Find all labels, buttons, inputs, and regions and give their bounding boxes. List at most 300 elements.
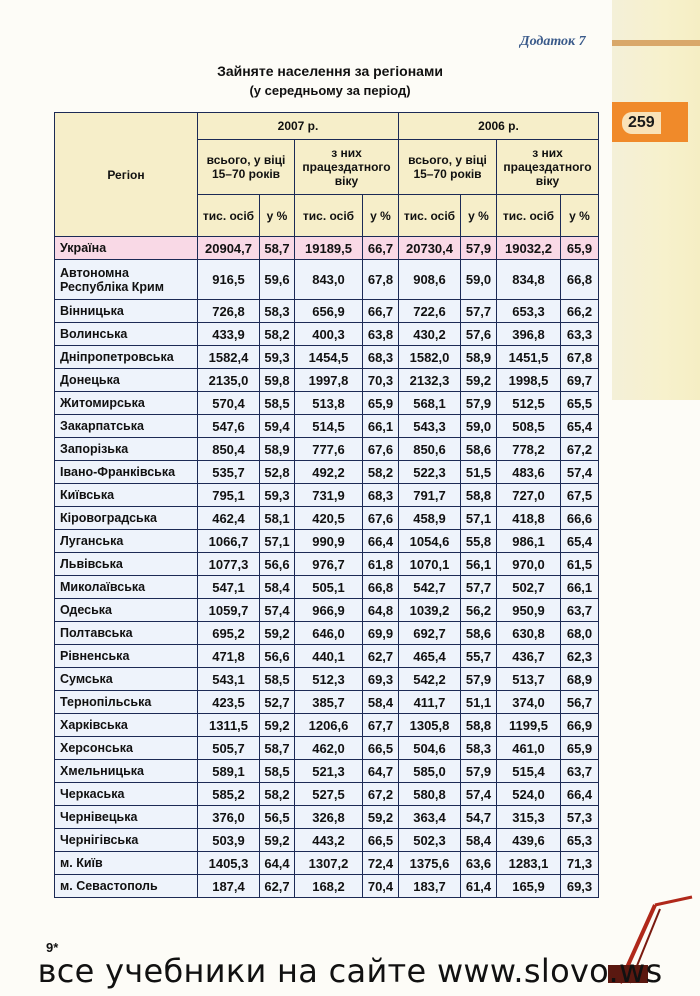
value-cell: 58,2 bbox=[260, 323, 295, 346]
value-cell: 795,1 bbox=[198, 484, 260, 507]
value-cell: 187,4 bbox=[198, 875, 260, 898]
value-cell: 521,3 bbox=[295, 760, 363, 783]
value-cell: 527,5 bbox=[295, 783, 363, 806]
region-name: Київська bbox=[55, 484, 198, 507]
value-cell: 69,7 bbox=[561, 369, 599, 392]
region-name: Дніпропетровська bbox=[55, 346, 198, 369]
value-cell: 524,0 bbox=[497, 783, 561, 806]
value-cell: 1206,6 bbox=[295, 714, 363, 737]
value-cell: 63,8 bbox=[363, 323, 399, 346]
value-cell: 55,7 bbox=[461, 645, 497, 668]
value-cell: 1454,5 bbox=[295, 346, 363, 369]
value-cell: 66,9 bbox=[561, 714, 599, 737]
value-cell: 59,2 bbox=[363, 806, 399, 829]
site-watermark: все учебники на сайте www.slovo.ws bbox=[37, 952, 663, 990]
region-name: Луганська bbox=[55, 530, 198, 553]
value-cell: 326,8 bbox=[295, 806, 363, 829]
value-cell: 385,7 bbox=[295, 691, 363, 714]
region-name: Рівненська bbox=[55, 645, 198, 668]
value-cell: 66,1 bbox=[561, 576, 599, 599]
total-2006-header: всього, у віці 15–70 років bbox=[399, 140, 497, 195]
value-cell: 67,6 bbox=[363, 507, 399, 530]
value-cell: 52,7 bbox=[260, 691, 295, 714]
table-row bbox=[55, 599, 599, 622]
value-cell: 66,5 bbox=[363, 737, 399, 760]
value-cell: 1054,6 bbox=[399, 530, 461, 553]
value-cell: 502,7 bbox=[497, 576, 561, 599]
region-name: Кіровоградська bbox=[55, 507, 198, 530]
value-cell: 505,7 bbox=[198, 737, 260, 760]
region-name: Черкаська bbox=[55, 783, 198, 806]
value-cell: 692,7 bbox=[399, 622, 461, 645]
region-name: Чернігівська bbox=[55, 829, 198, 852]
value-cell: 69,9 bbox=[363, 622, 399, 645]
value-cell: 20730,4 bbox=[399, 237, 461, 260]
value-cell: 1582,4 bbox=[198, 346, 260, 369]
value-cell: 1066,7 bbox=[198, 530, 260, 553]
value-cell: 19032,2 bbox=[497, 237, 561, 260]
value-cell: 20904,7 bbox=[198, 237, 260, 260]
value-cell: 791,7 bbox=[399, 484, 461, 507]
value-cell: 57,6 bbox=[461, 323, 497, 346]
value-cell: 461,0 bbox=[497, 737, 561, 760]
value-cell: 51,5 bbox=[461, 461, 497, 484]
side-decoration bbox=[612, 0, 700, 400]
value-cell: 65,3 bbox=[561, 829, 599, 852]
value-cell: 363,4 bbox=[399, 806, 461, 829]
value-cell: 59,6 bbox=[260, 260, 295, 300]
region-name: Чернівецька bbox=[55, 806, 198, 829]
region-name: Львівська bbox=[55, 553, 198, 576]
value-cell: 54,7 bbox=[461, 806, 497, 829]
working-2006-header: з них працездатного віку bbox=[497, 140, 599, 195]
value-cell: 64,7 bbox=[363, 760, 399, 783]
value-cell: 64,4 bbox=[260, 852, 295, 875]
value-cell: 850,4 bbox=[198, 438, 260, 461]
value-cell: 57,9 bbox=[461, 668, 497, 691]
value-cell: 61,5 bbox=[561, 553, 599, 576]
value-cell: 63,7 bbox=[561, 760, 599, 783]
value-cell: 183,7 bbox=[399, 875, 461, 898]
value-cell: 1039,2 bbox=[399, 599, 461, 622]
value-cell: 513,8 bbox=[295, 392, 363, 415]
table-row bbox=[55, 783, 599, 806]
value-cell: 376,0 bbox=[198, 806, 260, 829]
value-cell: 58,9 bbox=[461, 346, 497, 369]
value-cell: 71,3 bbox=[561, 852, 599, 875]
unit-percent: у % bbox=[561, 195, 599, 237]
value-cell: 1997,8 bbox=[295, 369, 363, 392]
value-cell: 58,2 bbox=[363, 461, 399, 484]
value-cell: 2135,0 bbox=[198, 369, 260, 392]
value-cell: 59,2 bbox=[260, 714, 295, 737]
value-cell: 1998,5 bbox=[497, 369, 561, 392]
value-cell: 65,5 bbox=[561, 392, 599, 415]
region-name: Донецька bbox=[55, 369, 198, 392]
region-name: м. Севастополь bbox=[55, 875, 198, 898]
value-cell: 62,3 bbox=[561, 645, 599, 668]
value-cell: 970,0 bbox=[497, 553, 561, 576]
value-cell: 69,3 bbox=[561, 875, 599, 898]
value-cell: 67,2 bbox=[363, 783, 399, 806]
value-cell: 63,3 bbox=[561, 323, 599, 346]
region-name: Хмельницька bbox=[55, 760, 198, 783]
value-cell: 65,4 bbox=[561, 530, 599, 553]
value-cell: 56,6 bbox=[260, 553, 295, 576]
value-cell: 777,6 bbox=[295, 438, 363, 461]
value-cell: 492,2 bbox=[295, 461, 363, 484]
value-cell: 59,4 bbox=[260, 415, 295, 438]
region-name: м. Київ bbox=[55, 852, 198, 875]
value-cell: 418,8 bbox=[497, 507, 561, 530]
value-cell: 57,9 bbox=[461, 760, 497, 783]
value-cell: 315,3 bbox=[497, 806, 561, 829]
value-cell: 570,4 bbox=[198, 392, 260, 415]
unit-percent: у % bbox=[363, 195, 399, 237]
value-cell: 843,0 bbox=[295, 260, 363, 300]
value-cell: 62,7 bbox=[260, 875, 295, 898]
total-2007-header: всього, у віці 15–70 років bbox=[198, 140, 295, 195]
table-row bbox=[55, 438, 599, 461]
value-cell: 589,1 bbox=[198, 760, 260, 783]
value-cell: 1582,0 bbox=[399, 346, 461, 369]
value-cell: 462,0 bbox=[295, 737, 363, 760]
value-cell: 505,1 bbox=[295, 576, 363, 599]
value-cell: 646,0 bbox=[295, 622, 363, 645]
value-cell: 585,0 bbox=[399, 760, 461, 783]
unit-thousand: тис. осіб bbox=[198, 195, 260, 237]
table-row bbox=[55, 507, 599, 530]
appendix-label: Додаток 7 bbox=[520, 34, 586, 49]
table-row bbox=[55, 668, 599, 691]
region-name: Запорізька bbox=[55, 438, 198, 461]
table-subtitle: (у середньому за період) bbox=[249, 83, 411, 98]
value-cell: 57,3 bbox=[561, 806, 599, 829]
value-cell: 66,5 bbox=[363, 829, 399, 852]
value-cell: 66,6 bbox=[561, 507, 599, 530]
value-cell: 465,4 bbox=[399, 645, 461, 668]
value-cell: 58,1 bbox=[260, 507, 295, 530]
region-name: Житомирська bbox=[55, 392, 198, 415]
value-cell: 66,4 bbox=[561, 783, 599, 806]
value-cell: 503,9 bbox=[198, 829, 260, 852]
value-cell: 458,9 bbox=[399, 507, 461, 530]
value-cell: 514,5 bbox=[295, 415, 363, 438]
value-cell: 535,7 bbox=[198, 461, 260, 484]
value-cell: 443,2 bbox=[295, 829, 363, 852]
page-number: 259 bbox=[622, 112, 661, 134]
value-cell: 58,5 bbox=[260, 392, 295, 415]
table-row bbox=[55, 760, 599, 783]
value-cell: 65,4 bbox=[561, 415, 599, 438]
value-cell: 2132,3 bbox=[399, 369, 461, 392]
region-name: Волинська bbox=[55, 323, 198, 346]
unit-percent: у % bbox=[260, 195, 295, 237]
value-cell: 722,6 bbox=[399, 300, 461, 323]
table-row bbox=[55, 461, 599, 484]
value-cell: 653,3 bbox=[497, 300, 561, 323]
region-name: Закарпатська bbox=[55, 415, 198, 438]
value-cell: 57,4 bbox=[561, 461, 599, 484]
value-cell: 58,8 bbox=[461, 484, 497, 507]
value-cell: 168,2 bbox=[295, 875, 363, 898]
value-cell: 59,0 bbox=[461, 260, 497, 300]
value-cell: 778,2 bbox=[497, 438, 561, 461]
value-cell: 58,9 bbox=[260, 438, 295, 461]
value-cell: 1307,2 bbox=[295, 852, 363, 875]
value-cell: 726,8 bbox=[198, 300, 260, 323]
value-cell: 57,4 bbox=[461, 783, 497, 806]
value-cell: 57,1 bbox=[260, 530, 295, 553]
value-cell: 1305,8 bbox=[399, 714, 461, 737]
table-row bbox=[55, 691, 599, 714]
value-cell: 580,8 bbox=[399, 783, 461, 806]
value-cell: 66,2 bbox=[561, 300, 599, 323]
working-2007-header: з них працездатного віку bbox=[295, 140, 399, 195]
value-cell: 433,9 bbox=[198, 323, 260, 346]
value-cell: 57,4 bbox=[260, 599, 295, 622]
table-row bbox=[55, 553, 599, 576]
value-cell: 512,3 bbox=[295, 668, 363, 691]
value-cell: 727,0 bbox=[497, 484, 561, 507]
value-cell: 55,8 bbox=[461, 530, 497, 553]
value-cell: 51,1 bbox=[461, 691, 497, 714]
value-cell: 423,5 bbox=[198, 691, 260, 714]
value-cell: 58,3 bbox=[260, 300, 295, 323]
value-cell: 439,6 bbox=[497, 829, 561, 852]
value-cell: 59,3 bbox=[260, 346, 295, 369]
value-cell: 916,5 bbox=[198, 260, 260, 300]
value-cell: 1059,7 bbox=[198, 599, 260, 622]
value-cell: 52,8 bbox=[260, 461, 295, 484]
value-cell: 834,8 bbox=[497, 260, 561, 300]
value-cell: 1070,1 bbox=[399, 553, 461, 576]
value-cell: 56,7 bbox=[561, 691, 599, 714]
value-cell: 63,7 bbox=[561, 599, 599, 622]
table-row bbox=[55, 346, 599, 369]
table-title: Зайняте населення за регіонами bbox=[217, 63, 443, 79]
value-cell: 72,4 bbox=[363, 852, 399, 875]
table-row bbox=[55, 622, 599, 645]
table-row bbox=[55, 714, 599, 737]
value-cell: 908,6 bbox=[399, 260, 461, 300]
value-cell: 67,6 bbox=[363, 438, 399, 461]
region-name: Вінницька bbox=[55, 300, 198, 323]
value-cell: 66,7 bbox=[363, 237, 399, 260]
table-row bbox=[55, 852, 599, 875]
value-cell: 67,5 bbox=[561, 484, 599, 507]
total-row bbox=[55, 237, 599, 260]
value-cell: 656,9 bbox=[295, 300, 363, 323]
value-cell: 57,7 bbox=[461, 300, 497, 323]
value-cell: 68,0 bbox=[561, 622, 599, 645]
table-row bbox=[55, 645, 599, 668]
value-cell: 59,0 bbox=[461, 415, 497, 438]
value-cell: 585,2 bbox=[198, 783, 260, 806]
region-name: Одеська bbox=[55, 599, 198, 622]
value-cell: 68,3 bbox=[363, 484, 399, 507]
value-cell: 420,5 bbox=[295, 507, 363, 530]
value-cell: 68,3 bbox=[363, 346, 399, 369]
value-cell: 61,4 bbox=[461, 875, 497, 898]
table-row bbox=[55, 829, 599, 852]
value-cell: 430,2 bbox=[399, 323, 461, 346]
value-cell: 65,9 bbox=[561, 737, 599, 760]
value-cell: 66,4 bbox=[363, 530, 399, 553]
value-cell: 59,3 bbox=[260, 484, 295, 507]
year-2006-header: 2006 р. bbox=[399, 113, 599, 140]
value-cell: 58,3 bbox=[461, 737, 497, 760]
value-cell: 374,0 bbox=[497, 691, 561, 714]
value-cell: 547,1 bbox=[198, 576, 260, 599]
value-cell: 56,5 bbox=[260, 806, 295, 829]
table-row bbox=[55, 415, 599, 438]
value-cell: 515,4 bbox=[497, 760, 561, 783]
region-name: Тернопільська bbox=[55, 691, 198, 714]
value-cell: 62,7 bbox=[363, 645, 399, 668]
value-cell: 57,9 bbox=[461, 237, 497, 260]
value-cell: 504,6 bbox=[399, 737, 461, 760]
value-cell: 66,8 bbox=[561, 260, 599, 300]
value-cell: 508,5 bbox=[497, 415, 561, 438]
value-cell: 396,8 bbox=[497, 323, 561, 346]
value-cell: 1451,5 bbox=[497, 346, 561, 369]
value-cell: 483,6 bbox=[497, 461, 561, 484]
value-cell: 19189,5 bbox=[295, 237, 363, 260]
value-cell: 976,7 bbox=[295, 553, 363, 576]
region-name: Автономна Республіка Крим bbox=[55, 260, 198, 300]
value-cell: 58,4 bbox=[363, 691, 399, 714]
value-cell: 66,8 bbox=[363, 576, 399, 599]
table-row bbox=[55, 576, 599, 599]
value-cell: 990,9 bbox=[295, 530, 363, 553]
value-cell: 547,6 bbox=[198, 415, 260, 438]
value-cell: 66,7 bbox=[363, 300, 399, 323]
value-cell: 56,1 bbox=[461, 553, 497, 576]
region-name: Сумська bbox=[55, 668, 198, 691]
value-cell: 1283,1 bbox=[497, 852, 561, 875]
value-cell: 66,1 bbox=[363, 415, 399, 438]
region-header: Регіон bbox=[55, 113, 198, 237]
value-cell: 568,1 bbox=[399, 392, 461, 415]
table-row bbox=[55, 484, 599, 507]
value-cell: 731,9 bbox=[295, 484, 363, 507]
side-line bbox=[612, 40, 700, 46]
table-row bbox=[55, 737, 599, 760]
value-cell: 58,5 bbox=[260, 668, 295, 691]
value-cell: 58,7 bbox=[260, 737, 295, 760]
table-row bbox=[55, 300, 599, 323]
value-cell: 59,8 bbox=[260, 369, 295, 392]
value-cell: 522,3 bbox=[399, 461, 461, 484]
value-cell: 65,9 bbox=[363, 392, 399, 415]
value-cell: 68,9 bbox=[561, 668, 599, 691]
population-table bbox=[54, 112, 599, 898]
value-cell: 58,6 bbox=[461, 622, 497, 645]
value-cell: 966,9 bbox=[295, 599, 363, 622]
value-cell: 1375,6 bbox=[399, 852, 461, 875]
value-cell: 61,8 bbox=[363, 553, 399, 576]
value-cell: 542,7 bbox=[399, 576, 461, 599]
table-row bbox=[55, 875, 599, 898]
unit-percent: у % bbox=[461, 195, 497, 237]
region-name: Івано-Франківська bbox=[55, 461, 198, 484]
value-cell: 59,2 bbox=[260, 829, 295, 852]
value-cell: 56,2 bbox=[461, 599, 497, 622]
unit-thousand: тис. осіб bbox=[399, 195, 461, 237]
value-cell: 57,7 bbox=[461, 576, 497, 599]
value-cell: 63,6 bbox=[461, 852, 497, 875]
region-name: Україна bbox=[55, 237, 198, 260]
value-cell: 70,3 bbox=[363, 369, 399, 392]
value-cell: 58,4 bbox=[461, 829, 497, 852]
region-name: Полтавська bbox=[55, 622, 198, 645]
value-cell: 1077,3 bbox=[198, 553, 260, 576]
value-cell: 542,2 bbox=[399, 668, 461, 691]
region-name: Херсонська bbox=[55, 737, 198, 760]
value-cell: 64,8 bbox=[363, 599, 399, 622]
value-cell: 58,2 bbox=[260, 783, 295, 806]
table-row bbox=[55, 392, 599, 415]
footer-mark: 9* bbox=[46, 940, 59, 955]
value-cell: 58,5 bbox=[260, 760, 295, 783]
value-cell: 1405,3 bbox=[198, 852, 260, 875]
value-cell: 512,5 bbox=[497, 392, 561, 415]
value-cell: 165,9 bbox=[497, 875, 561, 898]
value-cell: 513,7 bbox=[497, 668, 561, 691]
value-cell: 58,6 bbox=[461, 438, 497, 461]
value-cell: 58,4 bbox=[260, 576, 295, 599]
table-row bbox=[55, 369, 599, 392]
value-cell: 67,8 bbox=[561, 346, 599, 369]
value-cell: 630,8 bbox=[497, 622, 561, 645]
page-number-tab bbox=[612, 102, 688, 142]
value-cell: 411,7 bbox=[399, 691, 461, 714]
value-cell: 67,8 bbox=[363, 260, 399, 300]
year-2007-header: 2007 р. bbox=[198, 113, 399, 140]
table-body bbox=[55, 237, 599, 898]
region-name: Харківська bbox=[55, 714, 198, 737]
value-cell: 400,3 bbox=[295, 323, 363, 346]
value-cell: 59,2 bbox=[461, 369, 497, 392]
value-cell: 543,3 bbox=[399, 415, 461, 438]
value-cell: 57,9 bbox=[461, 392, 497, 415]
value-cell: 70,4 bbox=[363, 875, 399, 898]
value-cell: 850,6 bbox=[399, 438, 461, 461]
table-row bbox=[55, 260, 599, 300]
value-cell: 543,1 bbox=[198, 668, 260, 691]
value-cell: 65,9 bbox=[561, 237, 599, 260]
value-cell: 58,8 bbox=[461, 714, 497, 737]
value-cell: 67,2 bbox=[561, 438, 599, 461]
value-cell: 440,1 bbox=[295, 645, 363, 668]
value-cell: 471,8 bbox=[198, 645, 260, 668]
value-cell: 58,7 bbox=[260, 237, 295, 260]
value-cell: 67,7 bbox=[363, 714, 399, 737]
unit-thousand: тис. осіб bbox=[295, 195, 363, 237]
value-cell: 502,3 bbox=[399, 829, 461, 852]
region-name: Миколаївська bbox=[55, 576, 198, 599]
value-cell: 462,4 bbox=[198, 507, 260, 530]
value-cell: 695,2 bbox=[198, 622, 260, 645]
value-cell: 1311,5 bbox=[198, 714, 260, 737]
value-cell: 986,1 bbox=[497, 530, 561, 553]
value-cell: 69,3 bbox=[363, 668, 399, 691]
value-cell: 950,9 bbox=[497, 599, 561, 622]
value-cell: 436,7 bbox=[497, 645, 561, 668]
table-row bbox=[55, 530, 599, 553]
table-row bbox=[55, 806, 599, 829]
